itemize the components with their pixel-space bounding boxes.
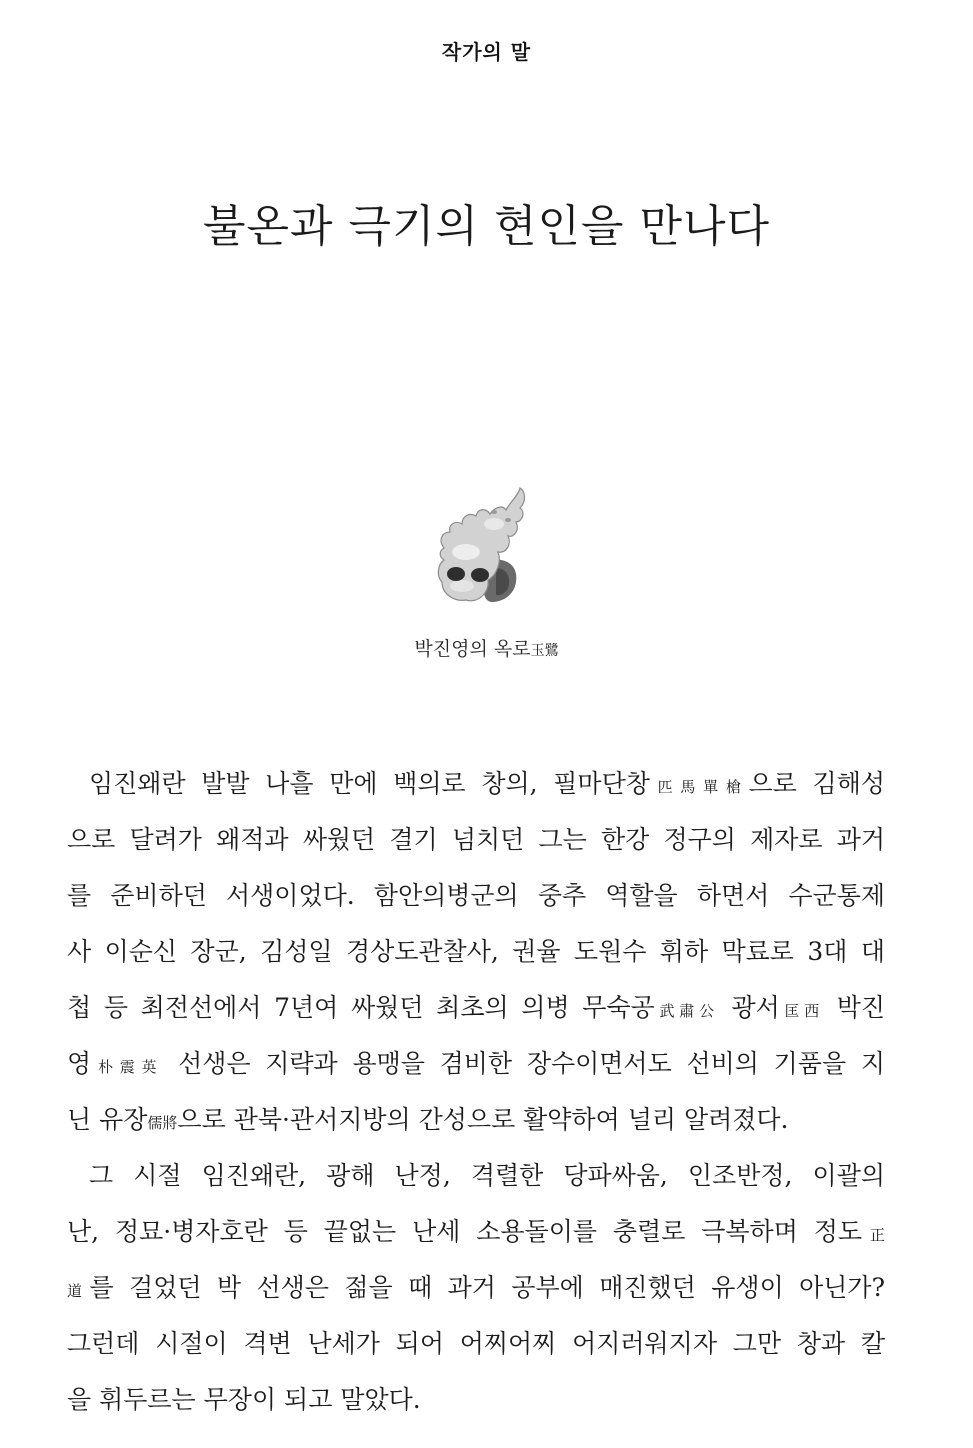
hanja-annotation: 正 <box>862 1226 885 1244</box>
hanja-annotation: 儒將 <box>147 1114 178 1132</box>
body-text <box>67 756 885 1428</box>
text-line: 으로 달려가 왜적과 싸웠던 결기 넘치던 그는 한강 정구의 제자로 과거 <box>67 825 885 854</box>
text-line: 사 이순신 장군, 김성일 경상도관찰사, 권율 도원수 휘하 막료로 3대 대 <box>67 937 885 966</box>
jade-incense-burner-image <box>432 482 532 612</box>
text-line: 임진왜란 발발 나흘 만에 백의로 창의, 필마단창匹馬單槍으로 김해성 <box>89 769 885 798</box>
text-line: 을 휘두르는 무장이 되고 말았다. <box>67 1385 421 1414</box>
caption-hanja: 玉鷺 <box>530 643 559 659</box>
hanja-annotation: 道 <box>67 1282 90 1300</box>
hanja-annotation: 匡西 <box>779 1002 824 1020</box>
chapter-title: 불온과 극기의 현인을 만나다 <box>202 201 770 252</box>
text-line: 道를 걸었던 박 선생은 젊을 때 과거 공부에 매진했던 유생이 아닌가? <box>67 1273 885 1302</box>
text-line: 그 시절 임진왜란, 광해 난정, 격렬한 당파싸움, 인조반정, 이괄의 <box>89 1161 885 1190</box>
text-line: 그런데 시절이 격변 난세가 되어 어찌어찌 어지러워지자 그만 창과 칼 <box>67 1329 885 1358</box>
hanja-annotation: 朴震英 <box>91 1058 164 1076</box>
hanja-annotation: 匹馬單槍 <box>649 778 749 796</box>
text-line: 영朴震英 선생은 지략과 용맹을 겸비한 장수이면서도 선비의 기품을 지 <box>67 1049 885 1078</box>
hanja-annotation: 武肅公 <box>654 1002 719 1020</box>
section-label: 작가의 말 <box>441 40 532 64</box>
text-line: 를 준비하던 서생이었다. 함안의병군의 중추 역할을 하면서 수군통제 <box>67 881 885 910</box>
caption-text: 박진영의 옥로 <box>414 638 531 660</box>
text-line: 닌 유장儒將으로 관북·관서지방의 간성으로 활약하여 널리 알려졌다. <box>67 1105 789 1134</box>
figure-caption <box>0 634 973 661</box>
text-line: 난, 정묘·병자호란 등 끝없는 난세 소용돌이를 충렬로 극복하며 정도正 <box>67 1217 885 1246</box>
text-line: 첩 등 최전선에서 7년여 싸웠던 최초의 의병 무숙공武肅公 광서匡西 박진 <box>67 993 885 1022</box>
incense-burner-figure <box>432 482 532 612</box>
